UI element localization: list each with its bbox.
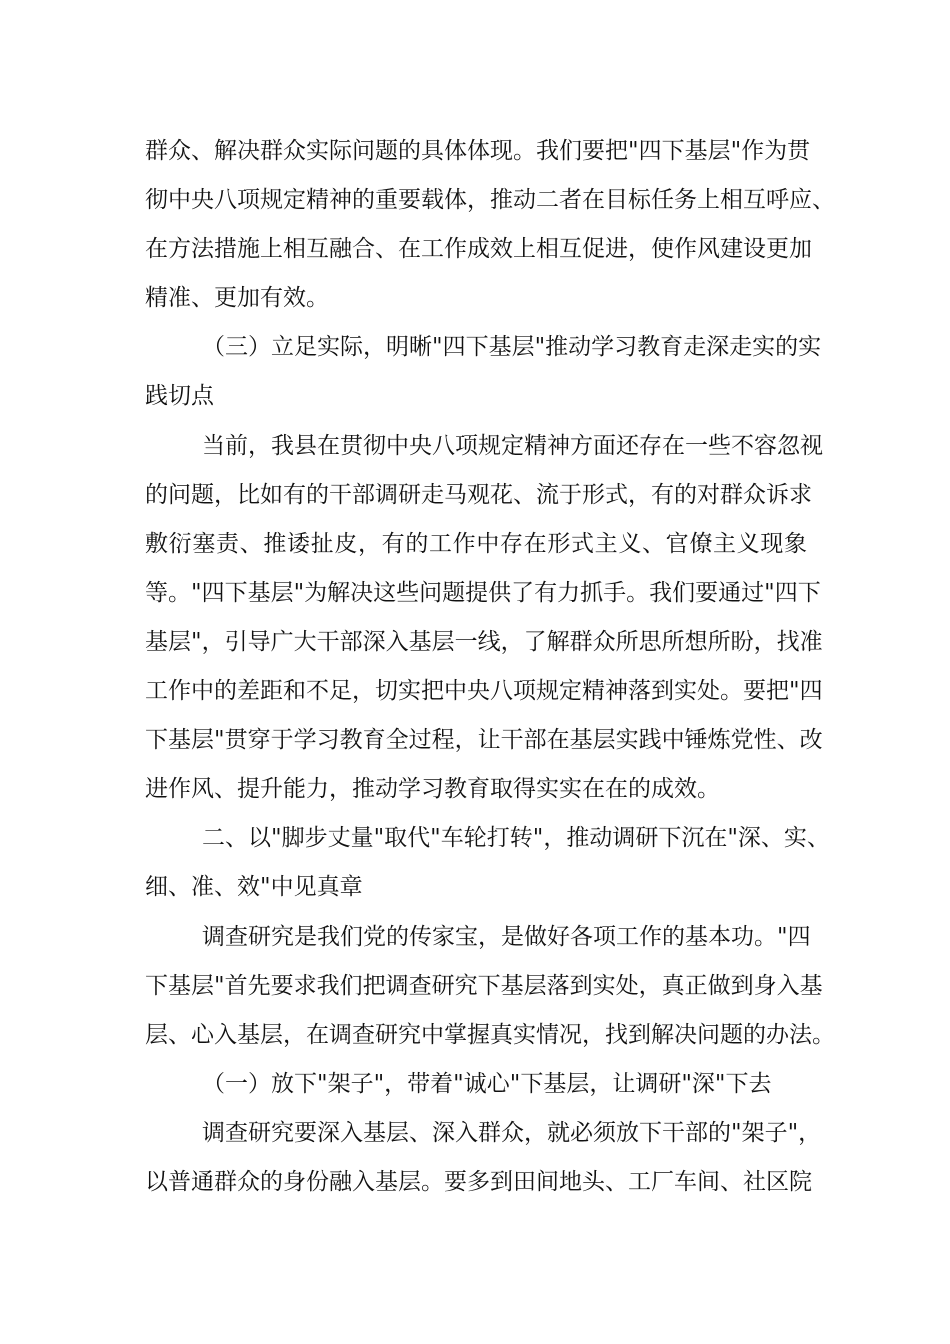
body-line: 下基层"首先要求我们把调查研究下基层落到实处，真正做到身入基 (145, 972, 823, 999)
document-body (145, 127, 835, 1207)
body-line: 下基层"贯穿于学习教育全过程，让干部在基层实践中锤炼党性、改 (145, 727, 823, 754)
body-line: 彻中央八项规定精神的重要载体，推动二者在目标任务上相互呼应、 (145, 187, 835, 214)
section-heading-line: 践切点 (145, 383, 214, 410)
body-line: 群众、解决群众实际问题的具体体现。我们要把"四下基层"作为贯 (145, 138, 811, 164)
body-line: 以普通群众的身份融入基层。要多到田间地头、工厂车间、社区院 (145, 1168, 812, 1195)
body-line: 调查研究是我们党的传家宝，是做好各项工作的基本功。"四 (202, 923, 811, 950)
section-heading-line: （三）立足实际，明晰"四下基层"推动学习教育走深走实的实 (202, 334, 822, 361)
section-heading-line: （一）放下"架子"，带着"诚心"下基层，让调研"深"下去 (202, 1070, 772, 1097)
body-line: 在方法措施上相互融合、在工作成效上相互促进，使作风建设更加 (145, 236, 812, 263)
body-line: 的问题，比如有的干部调研走马观花、流于形式，有的对群众诉求 (145, 481, 812, 508)
chapter-heading-line: 二、以"脚步丈量"取代"车轮打转"，推动调研下沉在"深、实、 (202, 825, 830, 852)
body-line: 工作中的差距和不足，切实把中央八项规定精神落到实处。要把"四 (145, 678, 823, 705)
body-line: 等。"四下基层"为解决这些问题提供了有力抓手。我们要通过"四下 (145, 579, 821, 606)
body-line: 当前，我县在贯彻中央八项规定精神方面还存在一些不容忽视 (202, 432, 823, 459)
body-line: 层、心入基层，在调查研究中掌握真实情况，找到解决问题的办法。 (145, 1021, 835, 1048)
body-line: 敷衍塞责、推诿扯皮，有的工作中存在形式主义、官僚主义现象 (145, 530, 807, 557)
body-line: 基层"，引导广大干部深入基层一线，了解群众所思所想所盼，找准 (145, 628, 823, 655)
chapter-heading-line: 细、准、效"中见真章 (145, 874, 363, 901)
body-line: 精准、更加有效。 (145, 285, 329, 312)
body-line: 调查研究要深入基层、深入群众，就必须放下干部的"架子"， (202, 1119, 822, 1146)
body-line: 进作风、提升能力，推动学习教育取得实实在在的成效。 (145, 776, 720, 803)
